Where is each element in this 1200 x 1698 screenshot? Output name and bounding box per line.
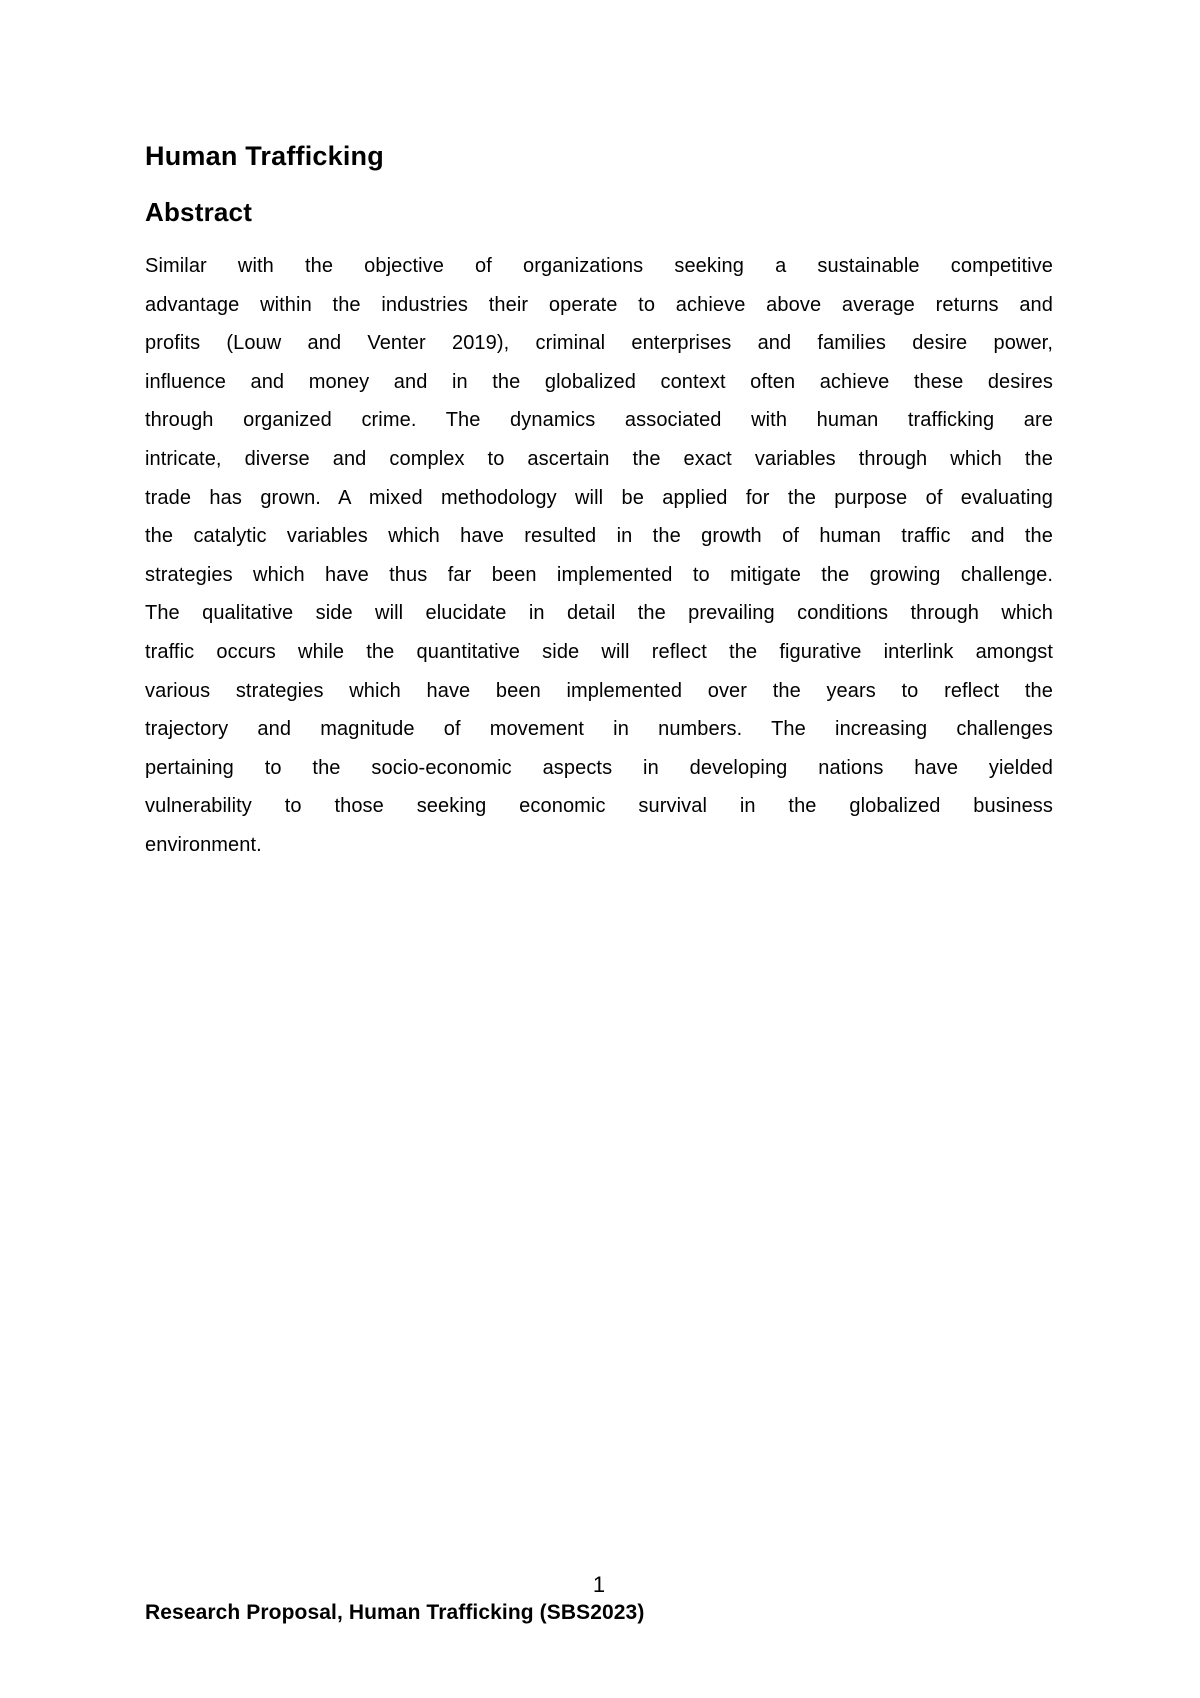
paragraph-line: intricate, diverse and complex to ascertain the exact variables through which the — [145, 447, 1053, 470]
paragraph-line: trade has grown. A mixed methodology will be applied for the purpose of evaluating — [145, 486, 1053, 509]
paragraph-line: pertaining to the socio-economic aspects in developing nations have yielded — [145, 756, 1053, 779]
paragraph-line: Similar with the objective of organizations seeking a sustainable competitive — [145, 255, 1053, 277]
document-title: Human Trafficking — [145, 141, 384, 171]
section-heading-abstract: Abstract — [145, 197, 253, 227]
paragraph-line: strategies which have thus far been implemented to mitigate the growing challenge. — [145, 563, 1053, 586]
paragraph-line: various strategies which have been implemented over the years to reflect the — [145, 679, 1053, 702]
paragraph-line: profits (Louw and Venter 2019), criminal enterprises and families desire power, — [145, 332, 1053, 355]
paragraph-line: the catalytic variables which have resulted in the growth of human traffic and the — [145, 525, 1053, 548]
paragraph-line: influence and money and in the globalized context often achieve these desires — [145, 370, 1053, 393]
page-number: 1 — [592, 1572, 606, 1597]
abstract-paragraph — [145, 247, 1053, 865]
paragraph-line: traffic occurs while the quantitative side will reflect the figurative interlink amongst — [145, 640, 1053, 663]
paragraph-line: trajectory and magnitude of movement in numbers. The increasing challenges — [145, 718, 1053, 741]
paragraph-line: through organized crime. The dynamics associated with human trafficking are — [145, 409, 1053, 432]
paragraph-line: environment. — [145, 833, 262, 856]
paragraph-line: advantage within the industries their operate to achieve above average returns and — [145, 293, 1053, 316]
footer-text: Research Proposal, Human Trafficking (SBS2023) — [145, 1601, 645, 1624]
paragraph-line: The qualitative side will elucidate in detail the prevailing conditions through which — [145, 602, 1053, 625]
paragraph-line: vulnerability to those seeking economic survival in the globalized business — [145, 795, 1053, 818]
